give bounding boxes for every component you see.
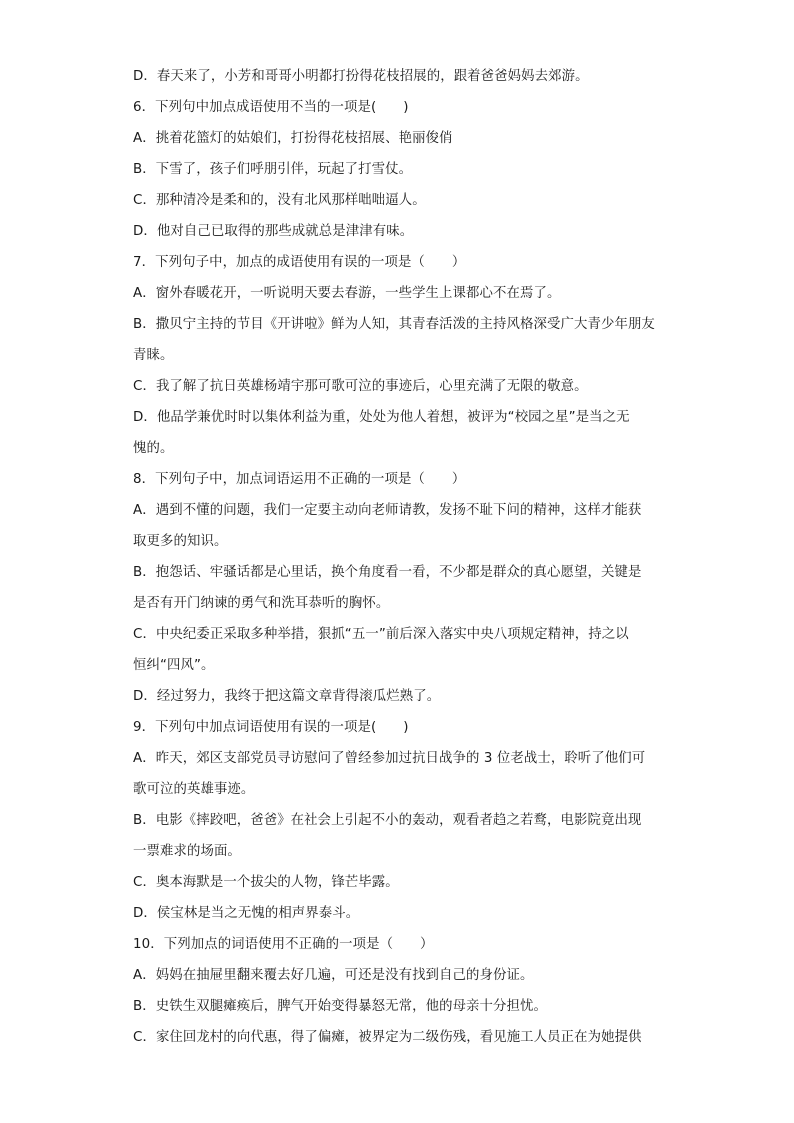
option-d-q5: D．春天来了，小芳和哥哥小明都打扮得花枝招展的，跟着爸爸妈妈去郊游。 [133, 69, 589, 84]
option-c-q6: C．那种清冷是柔和的，没有北风那样咄咄逼人。 [133, 193, 426, 208]
option-a-q8-cont: 取更多的知识。 [133, 534, 228, 549]
question-10: 10．下列加点的词语使用不正确的一项是（ ） [133, 937, 434, 952]
option-a-q6: A．挑着花篮灯的姑娘们，打扮得花枝招展、艳丽俊俏 [133, 131, 453, 146]
option-c-q8-cont: 恒纠“四风”。 [133, 658, 215, 673]
question-9: 9．下列句中加点词语使用有误的一项是( ) [133, 720, 409, 735]
option-b-q7: B．撒贝宁主持的节目《开讲啦》鲜为人知，其青春活泼的主持风格深受广大青少年朋友 [133, 317, 655, 332]
option-b-q9-cont: 一票难求的场面。 [133, 844, 241, 859]
option-c-q8: C．中央纪委正采取多种举措，狠抓“五一”前后深入落实中央八项规定精神，持之以 [133, 627, 629, 642]
option-a-q10: A．妈妈在抽屉里翻来覆去好几遍，可还是没有找到自己的身份证。 [133, 968, 534, 983]
question-8: 8．下列句子中，加点词语运用不正确的一项是（ ） [133, 472, 466, 487]
option-d-q6: D．他对自己已取得的那些成就总是津津有味。 [133, 224, 414, 239]
option-d-q7-cont: 愧的。 [133, 441, 174, 456]
question-6: 6．下列句中加点成语使用不当的一项是( ) [133, 100, 409, 115]
option-c-q9: C．奥本海默是一个拔尖的人物，锋芒毕露。 [133, 875, 399, 890]
question-7: 7．下列句子中，加点的成语使用有误的一项是（ ） [133, 255, 466, 270]
option-d-q9: D．侯宝林是当之无愧的相声界泰斗。 [133, 906, 360, 921]
option-d-q7: D．他品学兼优时时以集体利益为重，处处为他人着想，被评为“校园之星”是当之无 [133, 410, 630, 425]
option-b-q10: B．史铁生双腿瘫痪后，脾气开始变得暴怒无常，他的母亲十分担忧。 [133, 999, 548, 1014]
option-a-q7: A．窗外春暖花开，一听说明天要去春游，一些学生上课都心不在焉了。 [133, 286, 561, 301]
option-b-q9: B．电影《摔跤吧，爸爸》在社会上引起不小的轰动，观看者趋之若鹜，电影院竟出现 [133, 813, 642, 828]
option-b-q6: B．下雪了，孩子们呼朋引伴，玩起了打雪仗。 [133, 162, 413, 177]
option-c-q10: C．家住回龙村的向代惠，得了偏瘫，被界定为二级伤残，看见施工人员正在为她提供 [133, 1030, 642, 1045]
option-b-q8-cont: 是否有开门纳谏的勇气和洗耳恭听的胸怀。 [133, 596, 390, 611]
option-a-q8: A．遇到不懂的问题，我们一定要主动向老师请教，发扬不耻下问的精神，这样才能获 [133, 503, 642, 518]
option-b-q8: B．抱怨话、牢骚话都是心里话，换个角度看一看，不少都是群众的真心愿望，关键是 [133, 565, 642, 580]
option-b-q7-cont: 青睐。 [133, 348, 174, 363]
option-a-q9: A．昨天，郊区支部党员寻访慰问了曾经参加过抗日战争的 3 位老战士，聆听了他们可 [133, 751, 646, 766]
option-d-q8: D．经过努力，我终于把这篇文章背得滚瓜烂熟了。 [133, 689, 441, 704]
option-c-q7: C．我了解了抗日英雄杨靖宇那可歌可泣的事迹后，心里充满了无限的敬意。 [133, 379, 588, 394]
option-a-q9-cont: 歌可泣的英雄事迹。 [133, 782, 255, 797]
